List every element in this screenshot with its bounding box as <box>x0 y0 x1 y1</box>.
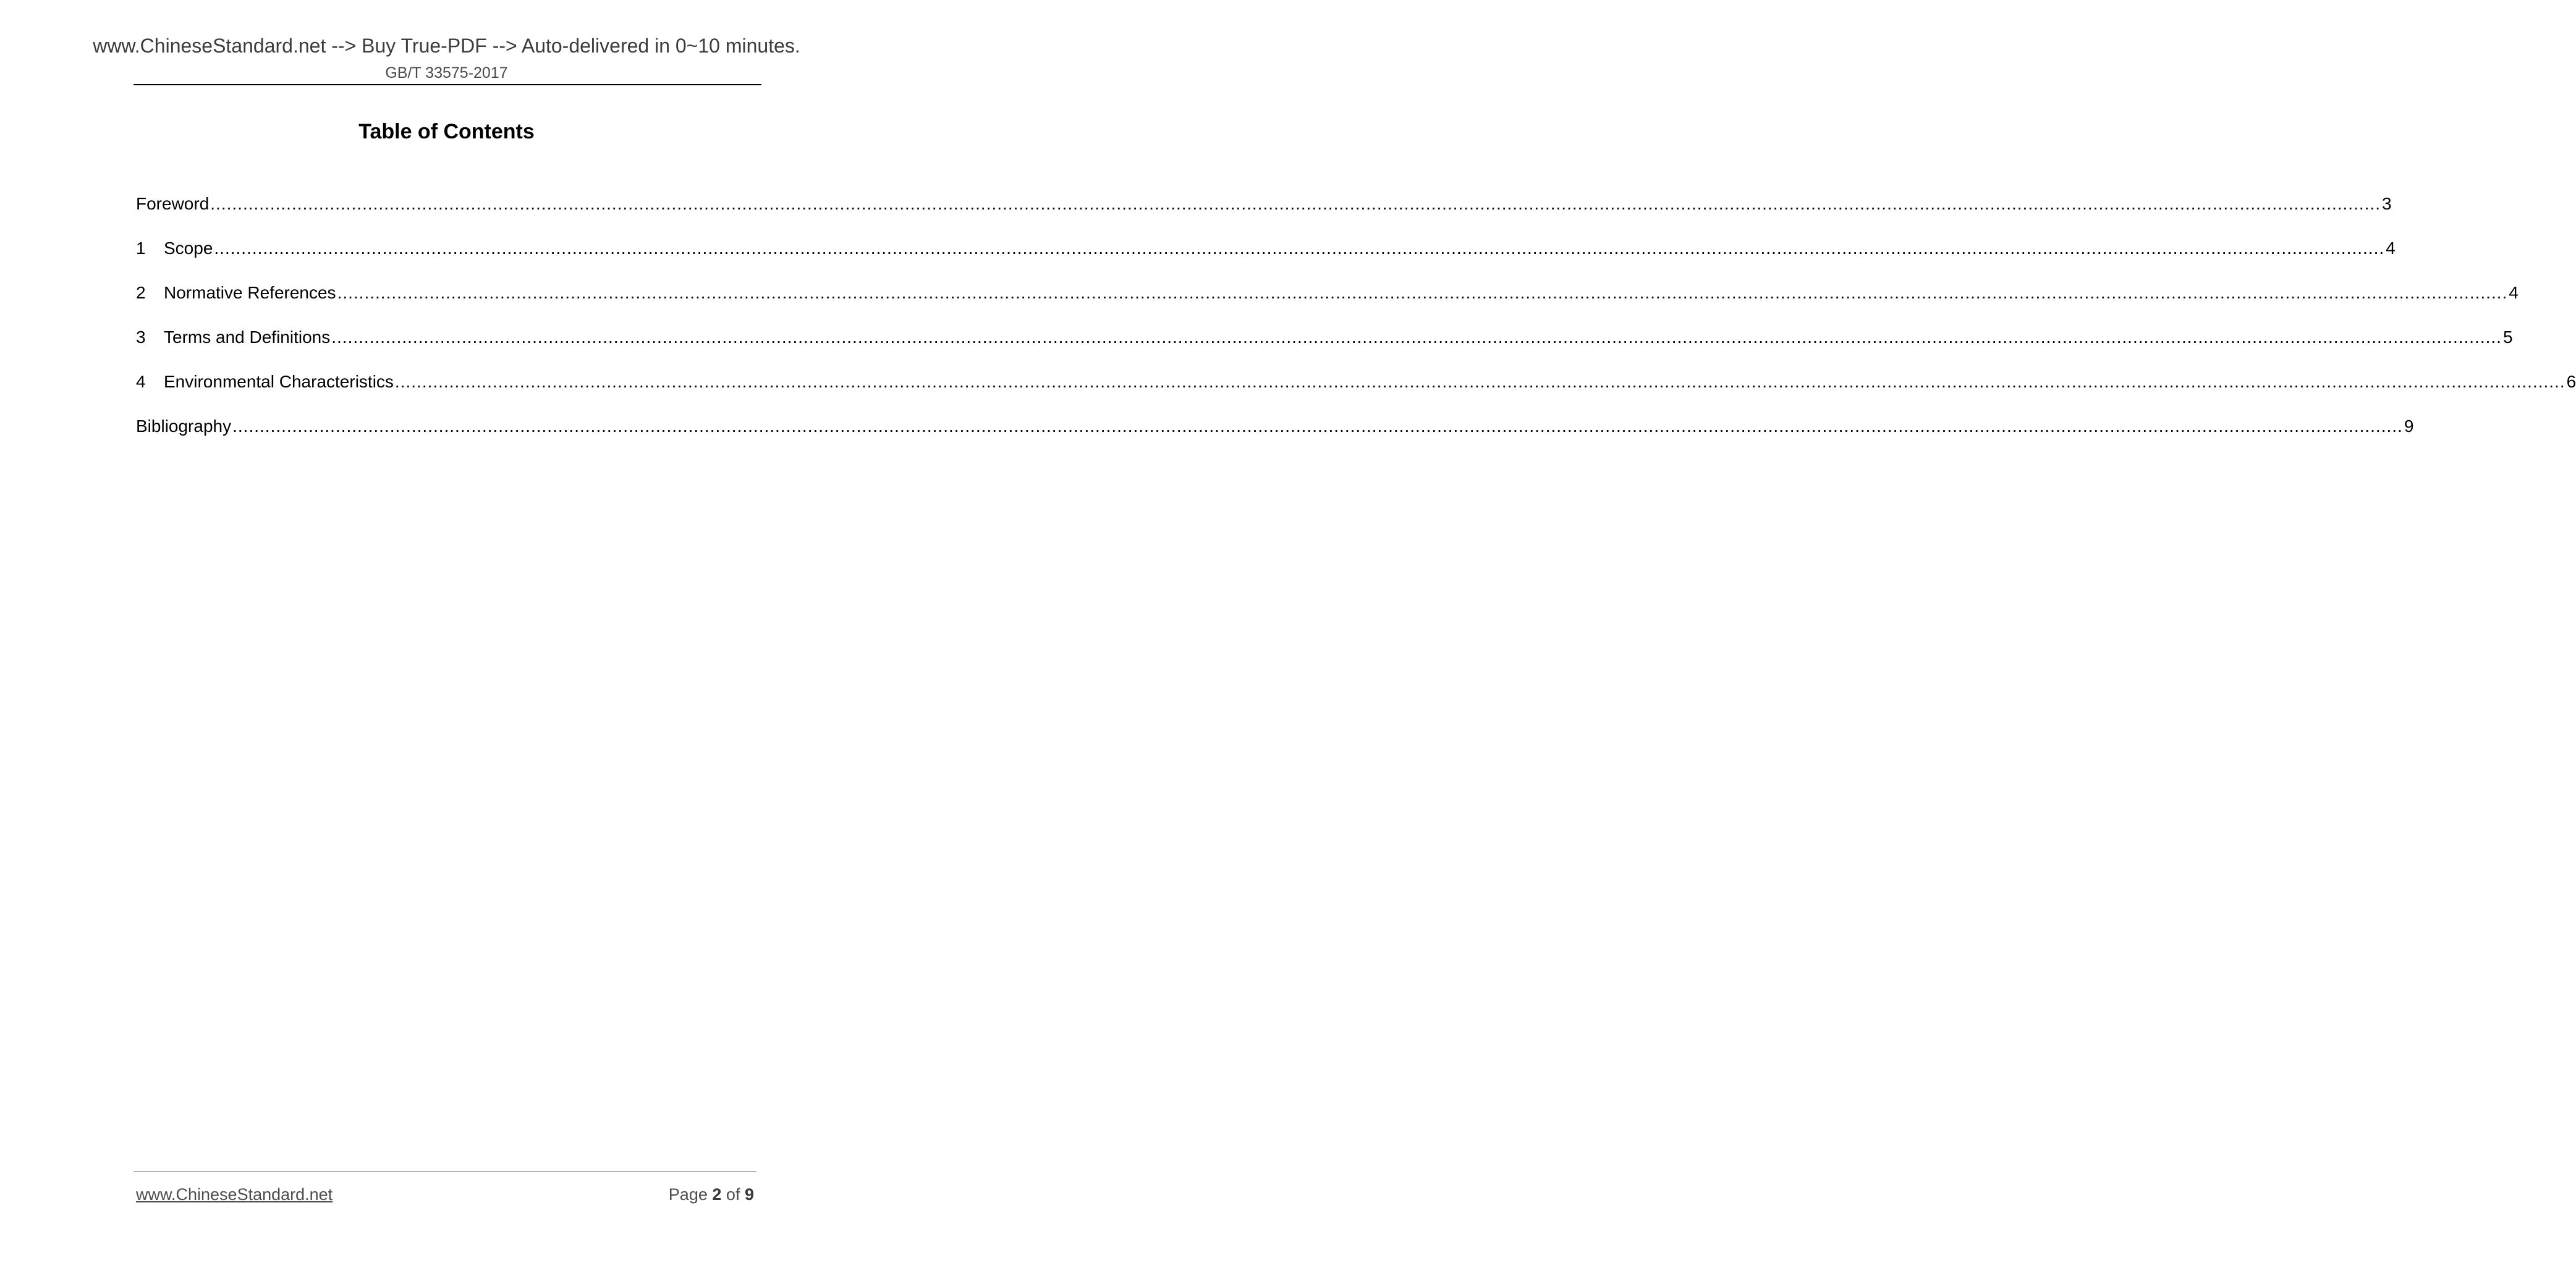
toc-entry-foreword[interactable] <box>136 192 2392 236</box>
footer-divider <box>133 1171 756 1172</box>
toc-entry-page: 5 <box>2502 327 2513 347</box>
toc-entry-label: Environmental Characteristics <box>164 372 394 391</box>
toc-leader-dots: ................................................................................................................................................................................................................................................................................................................................................................................................................ <box>337 283 2508 302</box>
page-current: 2 <box>712 1185 722 1204</box>
document-code: GB/T 33575-2017 <box>385 64 508 82</box>
toc-entry-bibliography[interactable] <box>136 414 2414 458</box>
toc-leader-dots: ................................................................................................................................................................................................................................................................................................................................................................................................................ <box>394 372 2565 391</box>
page-total: 9 <box>744 1185 754 1204</box>
toc-entry-page: 4 <box>2509 283 2519 302</box>
toc-entry-label: Normative References <box>164 283 336 302</box>
toc-entry-page: 4 <box>2386 239 2396 258</box>
toc-entry-label: Bibliography <box>136 416 232 436</box>
page-prefix: Page <box>668 1185 708 1204</box>
toc-leader-dots: ................................................................................................................................................................................................................................................................................................................................................................................................................ <box>331 327 2502 347</box>
toc-entry-page: 6 <box>2566 372 2576 391</box>
toc-entry-page: 3 <box>2381 194 2392 213</box>
toc-title: Table of Contents <box>358 120 535 143</box>
toc-entry-terms-and-definitions[interactable] <box>136 325 2513 370</box>
toc-entry-scope[interactable] <box>136 236 2396 281</box>
toc-entry-number: 3 <box>136 327 146 347</box>
toc-entry-label: Foreword <box>136 194 210 213</box>
page-of: of <box>726 1185 740 1204</box>
header-banner: www.ChineseStandard.net --> Buy True-PDF --> Auto-delivered in 0~10 minutes. <box>93 35 800 57</box>
toc-entry-environmental-characteristics[interactable] <box>136 370 2576 414</box>
toc-entry-page: 9 <box>2404 416 2414 436</box>
toc-entry-label: Terms and Definitions <box>164 327 331 347</box>
header-divider <box>133 84 761 85</box>
page-indicator <box>669 1185 754 1204</box>
toc-entry-label: Scope <box>164 239 213 258</box>
toc-entry-number: 4 <box>136 372 146 391</box>
footer-website-link[interactable]: www.ChineseStandard.net <box>136 1185 333 1204</box>
table-of-contents <box>136 192 2576 458</box>
toc-entry-number: 2 <box>136 283 146 302</box>
toc-entry-number: 1 <box>136 239 146 258</box>
toc-entry-normative-references[interactable] <box>136 281 2519 325</box>
toc-leader-dots: ................................................................................................................................................................................................................................................................................................................................................................................................................ <box>214 239 2385 258</box>
toc-leader-dots: ................................................................................................................................................................................................................................................................................................................................................................................................................ <box>232 416 2403 436</box>
toc-leader-dots: ................................................................................................................................................................................................................................................................................................................................................................................................................ <box>210 194 2381 213</box>
